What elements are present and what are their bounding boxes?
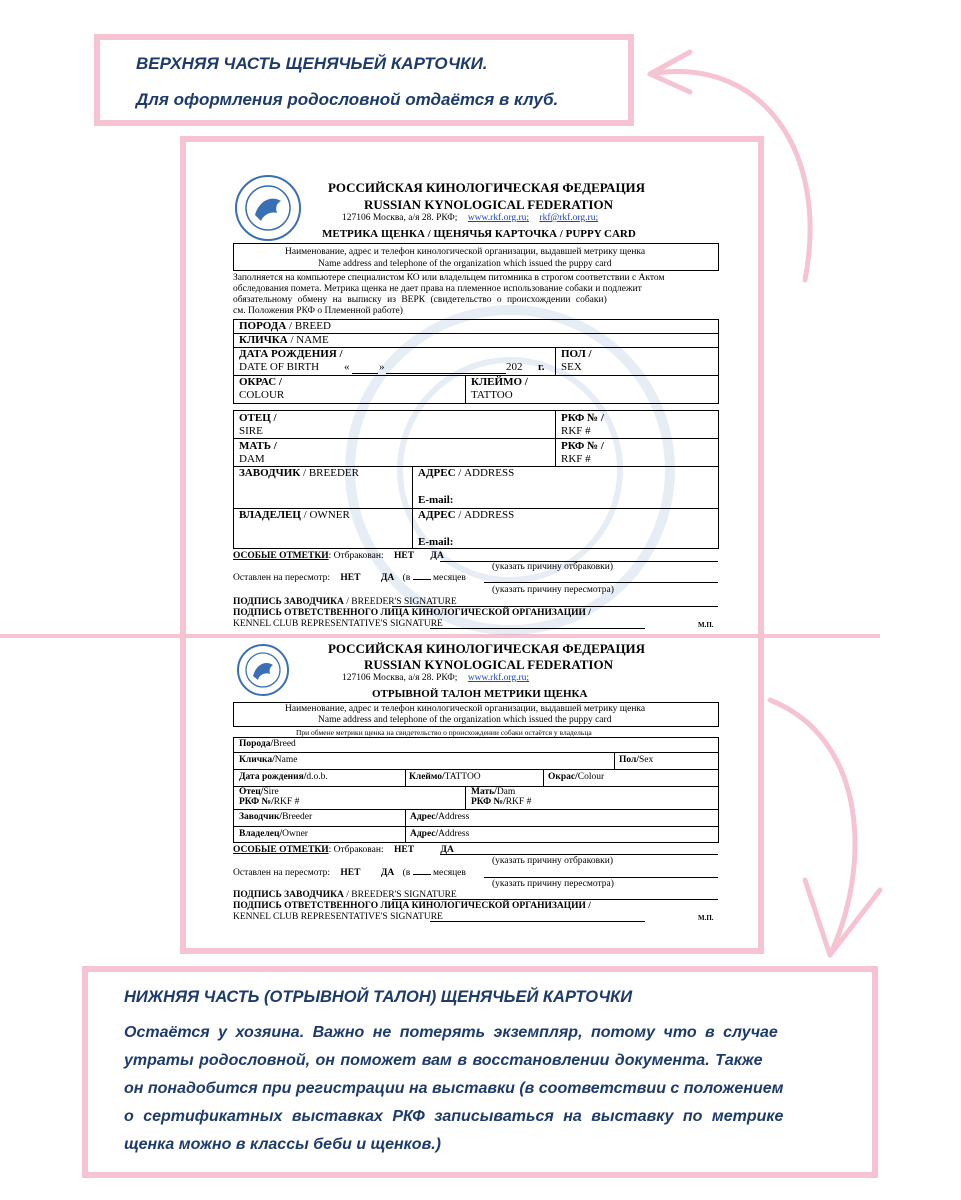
stub-recheck-hint: (указать причину пересмотра) — [492, 879, 614, 889]
name-label: КЛИЧКА / NAME — [239, 334, 329, 346]
card-title: МЕТРИКА ЩЕНКА / ЩЕНЯЧЬЯ КАРТОЧКА / PUPPY CARD — [322, 228, 636, 240]
owner-label: ВЛАДЕЛЕЦ / OWNER — [239, 509, 350, 521]
rep-signature-ru: ПОДПИСЬ ОТВЕТСТВЕННОГО ЛИЦА КИНОЛОГИЧЕСКОЙ ОРГАНИЗАЦИИ / — [233, 608, 591, 618]
stub-dam: Мать/Dam — [471, 787, 516, 797]
recheck-row: Оставлен на пересмотр: НЕТ ДА (в месяцев — [233, 573, 466, 583]
bottom-note-line-2: утраты родословной, он поможет вам в восстановлении документа. Также — [124, 1052, 763, 1069]
dam-label-en: DAM — [239, 453, 265, 465]
breeder-label: ЗАВОДЧИК / BREEDER — [239, 467, 359, 479]
dob-year: 202 — [506, 361, 523, 373]
top-note-text: Для оформления родословной отдаётся в клуб. — [136, 90, 559, 109]
dob-quote-close: » — [379, 361, 385, 373]
dam-rkf-label-en: RKF # — [561, 453, 591, 465]
stub-name: Кличка/Name — [239, 755, 298, 765]
tattoo-label-en: TATTOO — [471, 389, 513, 401]
stub-tattoo: Клеймо/TATTOO — [409, 772, 481, 782]
stub-rep-signature-en: KENNEL CLUB REPRESENTATIVE'S SIGNATURE — [233, 912, 443, 922]
dob-g: г. — [538, 361, 545, 373]
colour-label: ОКРАС / — [239, 376, 282, 388]
stub-org-address: 127106 Москва, а/я 28. РКФ; www.rkf.org.ru; — [342, 673, 530, 683]
stub-rep-signature-ru: ПОДПИСЬ ОТВЕТСТВЕННОГО ЛИЦА КИНОЛОГИЧЕСКОЙ ОРГАНИЗАЦИИ / — [233, 901, 591, 911]
stub-sire: Отец/Sire — [239, 787, 279, 797]
owner-email-label: E-mail: — [418, 536, 454, 548]
breeder-address-label: АДРЕС / ADDRESS — [418, 467, 515, 479]
rkf-logo-icon — [233, 173, 303, 243]
bottom-note-line-1: Остаётся у хозяина. Важно не потерять экземпляр, потому что в случае — [124, 1024, 778, 1041]
sex-label: ПОЛ / — [561, 348, 592, 360]
sire-label-en: SIRE — [239, 425, 263, 437]
special-marks-row: ОСОБЫЕ ОТМЕТКИ: Отбракован: НЕТ ДА — [233, 551, 444, 561]
stub-breeder-signature: ПОДПИСЬ ЗАВОДЧИКА / BREEDER'S SIGNATURE — [233, 890, 457, 900]
stub-reject-hint: (указать причину отбраковки) — [492, 856, 613, 866]
stub-recheck-row: Оставлен на пересмотр: НЕТ ДА (в месяцев — [233, 868, 466, 878]
stub-sire-rkf: РКФ №/RKF # — [239, 797, 300, 807]
stub-org-info-ru: Наименование, адрес и телефон кинологической организации, выдавшей метрику щенка — [285, 704, 646, 714]
org-address — [342, 213, 598, 223]
stub-colour: Окрас/Colour — [548, 772, 605, 782]
stamp-place: М.П. — [698, 621, 714, 629]
bottom-note-line-5: щенка можно в классы беби и щенков.) — [124, 1136, 441, 1153]
breeder-email-label: E-mail: — [418, 494, 454, 506]
breed-label: ПОРОДА / BREED — [239, 320, 331, 332]
tattoo-label: КЛЕЙМО / — [471, 376, 528, 388]
notice-line-3: обязательному обмену на выписку из ВЕРК (свидетельство о происхождении собаки) — [233, 295, 607, 305]
stub-dam-rkf: РКФ №/RKF # — [471, 797, 532, 807]
rkf-logo-icon-stub — [236, 643, 290, 697]
stub-stamp-place: М.П. — [698, 914, 714, 922]
bottom-note-line-3: он понадобится при регистрации на выставки (в соответствии с положением — [124, 1080, 784, 1097]
sex-label-en: SEX — [561, 361, 582, 373]
reject-reason-hint: (указать причину отбраковки) — [492, 562, 613, 572]
notice-line-2: обследования помета. Метрика щенка не дает права на племенное использование собаки и подлежит — [233, 284, 642, 294]
bottom-note-line-4: о сертификатных выставках РКФ записываться на выставку по метрике — [124, 1108, 784, 1125]
top-note-title: ВЕРХНЯЯ ЧАСТЬ ЩЕНЯЧЬЕЙ КАРТОЧКИ. — [136, 54, 488, 73]
stub-special-marks: ОСОБЫЕ ОТМЕТКИ: Отбракован: НЕТ ДА — [233, 845, 454, 855]
stub-breeder: Заводчик/Breeder — [239, 812, 313, 822]
stub-sex: Пол/Sex — [619, 755, 654, 765]
stub-breeder-addr: Адрес/Address — [410, 812, 470, 822]
dob-label-en: DATE OF BIRTH — [239, 361, 320, 373]
stub-exchange-note: При обмене метрики щенка на свидетельство о происхождении собаки остаётся у владельца — [296, 728, 592, 737]
stub-dob: Дата рождения/d.o.b. — [239, 772, 328, 782]
sire-rkf-label-en: RKF # — [561, 425, 591, 437]
rep-signature-en: KENNEL CLUB REPRESENTATIVE'S SIGNATURE — [233, 619, 443, 629]
org-info-box-en: Name address and telephone of the organization which issued the puppy card — [318, 259, 612, 269]
org-email-link[interactable]: rkf@rkf.org.ru; — [539, 213, 599, 223]
stub-owner: Владелец/Owner — [239, 829, 308, 839]
stub-title: ОТРЫВНОЙ ТАЛОН МЕТРИКИ ЩЕНКА — [372, 688, 588, 700]
colour-label-en: COLOUR — [239, 389, 285, 401]
owner-address-label: АДРЕС / ADDRESS — [418, 509, 515, 521]
notice-line-1: Заполняется на компьютере специалистом КО или владельцем питомника в строгом соответствии с Актом — [233, 273, 665, 283]
org-website-link[interactable]: www.rkf.org.ru; — [467, 213, 530, 223]
stub-org-info-en: Name address and telephone of the organization which issued the puppy card — [318, 715, 612, 725]
stub-owner-addr: Адрес/Address — [410, 829, 470, 839]
bottom-note-box — [82, 966, 878, 1178]
stub-org-name-ru: РОССИЙСКАЯ КИНОЛОГИЧЕСКАЯ ФЕДЕРАЦИЯ — [328, 641, 646, 656]
dob-quote-open: « — [344, 361, 350, 373]
stub-breed: Порода/Breed — [239, 739, 296, 749]
notice-line-4: см. Положения РКФ о Племенной работе) — [233, 306, 403, 316]
dam-rkf-label: РКФ № / — [561, 440, 604, 452]
org-info-box-ru: Наименование, адрес и телефон кинологической организации, выдавшей метрику щенка — [285, 247, 646, 257]
org-name-ru: РОССИЙСКАЯ КИНОЛОГИЧЕСКАЯ ФЕДЕРАЦИЯ — [328, 180, 646, 195]
org-name-en: RUSSIAN KYNOLOGICAL FEDERATION — [364, 197, 613, 212]
dam-label: МАТЬ / — [239, 440, 277, 452]
recheck-reason-hint: (указать причину пересмотра) — [492, 585, 614, 595]
sire-rkf-label: РКФ № / — [561, 412, 604, 424]
bottom-note-title: НИЖНЯЯ ЧАСТЬ (ОТРЫВНОЙ ТАЛОН) ЩЕНЯЧЬЕЙ КАРТОЧКИ — [124, 988, 633, 1006]
org-address-text: 127106 Москва, а/я 28. РКФ; — [342, 213, 458, 223]
breeder-signature: ПОДПИСЬ ЗАВОДЧИКА / BREEDER'S SIGNATURE — [233, 597, 457, 607]
stub-org-name-en: RUSSIAN KYNOLOGICAL FEDERATION — [364, 657, 613, 672]
sire-label: ОТЕЦ / — [239, 412, 277, 424]
dob-label: ДАТА РОЖДЕНИЯ / — [239, 348, 343, 360]
stub-website-link[interactable]: www.rkf.org.ru; — [467, 673, 530, 683]
